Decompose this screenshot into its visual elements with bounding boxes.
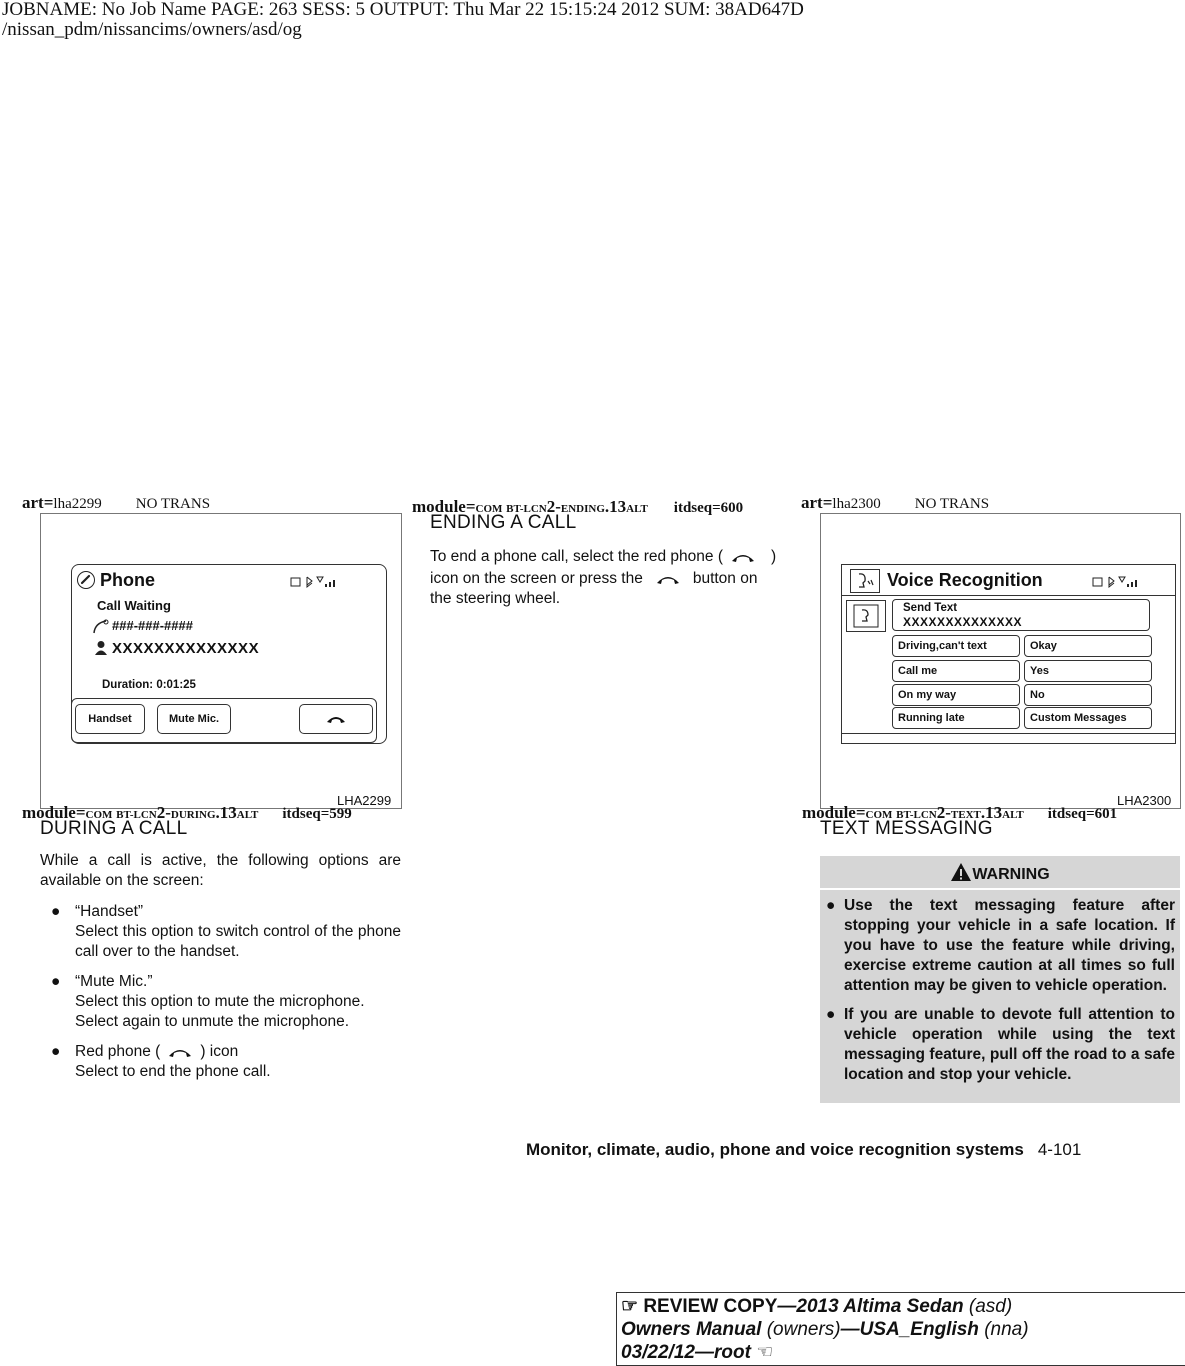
module-part: 2- (936, 803, 951, 822)
voice-screen (841, 564, 1176, 744)
list-item (40, 902, 401, 962)
page-footer (526, 1140, 1081, 1160)
heading-during-a-call: DURING A CALL (40, 818, 188, 839)
steering-phone-icon (643, 573, 693, 585)
ending-text: button on (692, 570, 758, 587)
during-intro: While a call is active, the following options are available on the screen: (40, 852, 401, 889)
art-label-lha2299 (22, 493, 210, 513)
review-text: (asd) (968, 1296, 1013, 1317)
voice-screen-title: Voice Recognition (887, 570, 1043, 590)
module-prefix: module= (22, 803, 86, 822)
contact-person-icon (94, 640, 108, 661)
module-seq: itdseq=601 (1047, 806, 1118, 822)
ending-line1 (430, 547, 792, 567)
ending-line2 (430, 569, 792, 589)
option-call-me[interactable]: Call me (892, 660, 1020, 682)
warning-item (820, 1005, 1175, 1085)
module-part: ALT (236, 809, 259, 821)
ending-text: ) (770, 548, 777, 565)
voice-title-divider (842, 595, 1175, 596)
list-item (40, 972, 401, 1032)
bullet: ● (51, 973, 61, 990)
module-prefix: module= (802, 803, 866, 822)
warning-triangle-icon (950, 862, 972, 882)
end-call-button[interactable] (299, 704, 373, 734)
call-duration-label: Duration: (102, 679, 154, 691)
art-id: lha2300 (832, 496, 881, 512)
list-item-text: Select to end the phone call. (75, 1063, 271, 1080)
review-line2 (621, 1318, 1182, 1341)
module-part: 2- (156, 803, 171, 822)
ending-text: icon on the screen or press the (430, 570, 643, 587)
module-part: COM (865, 809, 893, 821)
list-item-title (75, 1042, 401, 1062)
module-part: ALT (1002, 809, 1024, 821)
bullet: ● (51, 903, 61, 920)
bullet: ● (51, 1043, 61, 1060)
warning-title: WARNING (972, 866, 1050, 883)
review-copy-stamp (616, 1292, 1185, 1366)
list-item-text: Select this option to mute the microphone. Select again to unmute the microphone. (75, 993, 365, 1030)
job-header-line2: /nissan_pdm/nissancims/owners/asd/og (2, 19, 302, 40)
heading-ending-a-call: ENDING A CALL (430, 512, 577, 533)
option-no[interactable]: No (1024, 684, 1152, 706)
module-part: BT-LCN (506, 503, 547, 515)
mute-mic-button[interactable]: Mute Mic. (157, 704, 231, 734)
call-status: Call Waiting (97, 598, 171, 613)
warning-header (820, 856, 1180, 890)
speak-icon (847, 601, 885, 631)
red-phone-icon (160, 1046, 200, 1058)
figure-caption: LHA2300 (1117, 793, 1172, 808)
art-trans: NO TRANS (135, 496, 211, 512)
review-text: —2013 Altima Sedan (777, 1296, 964, 1317)
module-prefix: module= (412, 497, 476, 516)
ending-paragraph (430, 547, 792, 609)
review-line1 (621, 1295, 1182, 1318)
ending-line3: the steering wheel. (430, 590, 561, 607)
page-number: 4-101 (1037, 1140, 1082, 1159)
pointing-hand-icon: ☞ (621, 1296, 639, 1317)
heading-text-messaging: TEXT MESSAGING (820, 818, 993, 839)
option-running-late[interactable]: Running late (892, 707, 1020, 729)
figure-voice-recognition (820, 513, 1181, 809)
ending-text: To end a phone call, select the red phone ( (430, 548, 723, 565)
option-custom-messages[interactable]: Custom Messages (1024, 707, 1152, 729)
module-part: TEXT (950, 809, 981, 821)
art-id: lha2299 (53, 496, 102, 512)
warning-text: Use the text messaging feature after stopping your vehicle in a safe location. If you have to use the feature while driving, exercise extreme caution at all times so full attention may be given to vehicle operation. (844, 897, 1175, 994)
send-text-label: Send Text (903, 602, 958, 614)
contact-name: XXXXXXXXXXXXXX (112, 640, 260, 657)
list-item (40, 1042, 401, 1082)
module-part: 2- (546, 497, 561, 516)
module-part: .13 (980, 803, 1003, 822)
red-phone-icon (326, 714, 346, 724)
module-part: .13 (215, 803, 237, 822)
module-part: DURING (170, 809, 216, 821)
review-text: (owners) (766, 1319, 841, 1340)
call-duration (102, 679, 196, 691)
review-text: REVIEW COPY (643, 1296, 778, 1317)
call-number-icon (92, 619, 110, 640)
module-part: ALT (626, 503, 648, 515)
during-options-list (40, 902, 401, 1092)
red-phone-icon (723, 551, 763, 563)
review-text: Owners Manual (621, 1319, 762, 1340)
list-item-title-part: ) icon (200, 1043, 239, 1060)
review-text: 03/22/12—root (621, 1342, 751, 1363)
phone-screen (71, 564, 387, 744)
module-part: .13 (604, 497, 627, 516)
warning-list (820, 890, 1180, 1085)
speak-button[interactable] (846, 600, 886, 632)
job-header-line1: JOBNAME: No Job Name PAGE: 263 SESS: 5 OUTPUT: Thu Mar 22 15:15:24 2012 SUM: 38AD647D (2, 0, 804, 20)
send-text-value: XXXXXXXXXXXXXX (903, 615, 1023, 629)
footer-section: Monitor, climate, audio, phone and voice recognition systems (526, 1140, 1024, 1159)
bullet: ● (826, 897, 836, 914)
option-okay[interactable]: Okay (1024, 635, 1152, 657)
phone-handset-icon (77, 571, 95, 589)
warning-box (820, 856, 1180, 1103)
list-item-text: Select this option to switch control of the phone call over to the handset. (75, 923, 401, 960)
voice-bottom-divider (842, 733, 1175, 734)
art-label-lha2300 (801, 493, 989, 513)
module-seq: itdseq=599 (282, 806, 352, 822)
bullet: ● (826, 1006, 836, 1023)
warning-item (820, 896, 1175, 996)
voice-recognition-icon (850, 569, 880, 593)
status-icons (1092, 575, 1142, 594)
list-item-title-part: Red phone ( (75, 1043, 161, 1060)
call-number: ###-###-#### (112, 618, 193, 633)
review-text: (nna) (984, 1319, 1029, 1340)
module-seq: itdseq=600 (673, 500, 744, 516)
handset-button[interactable]: Handset (75, 704, 145, 734)
art-trans: NO TRANS (914, 496, 990, 512)
list-item-title: “Mute Mic.” (75, 973, 153, 990)
option-on-my-way[interactable]: On my way (892, 684, 1020, 706)
module-part: BT-LCN (116, 809, 157, 821)
job-header (2, 0, 804, 40)
module-part: COM (85, 809, 113, 821)
status-icons (290, 575, 340, 594)
option-yes[interactable]: Yes (1024, 660, 1152, 682)
figure-phone-during-call (40, 513, 402, 809)
call-duration-value: 0:01:25 (156, 679, 196, 691)
art-label-prefix: art= (801, 493, 833, 512)
module-part: ENDING (560, 503, 605, 515)
warning-text: If you are unable to devote full attention to vehicle operation while using the text messaging feature, pull off the road to a safe location and stop your vehicle. (844, 1006, 1175, 1083)
review-line3 (621, 1341, 1182, 1364)
phone-screen-title: Phone (100, 570, 156, 590)
module-part: BT-LCN (896, 809, 937, 821)
figure-caption: LHA2299 (337, 793, 392, 808)
send-text-field[interactable] (892, 599, 1150, 631)
list-item-title: “Handset” (75, 903, 144, 920)
review-text: —USA_English (840, 1319, 979, 1340)
module-part: COM (475, 503, 503, 515)
call-button-bar (71, 698, 377, 743)
pointing-hand-left-icon: ☜ (756, 1342, 774, 1363)
option-driving-cant-text[interactable]: Driving,can't text (892, 635, 1020, 657)
art-label-prefix: art= (22, 493, 54, 512)
